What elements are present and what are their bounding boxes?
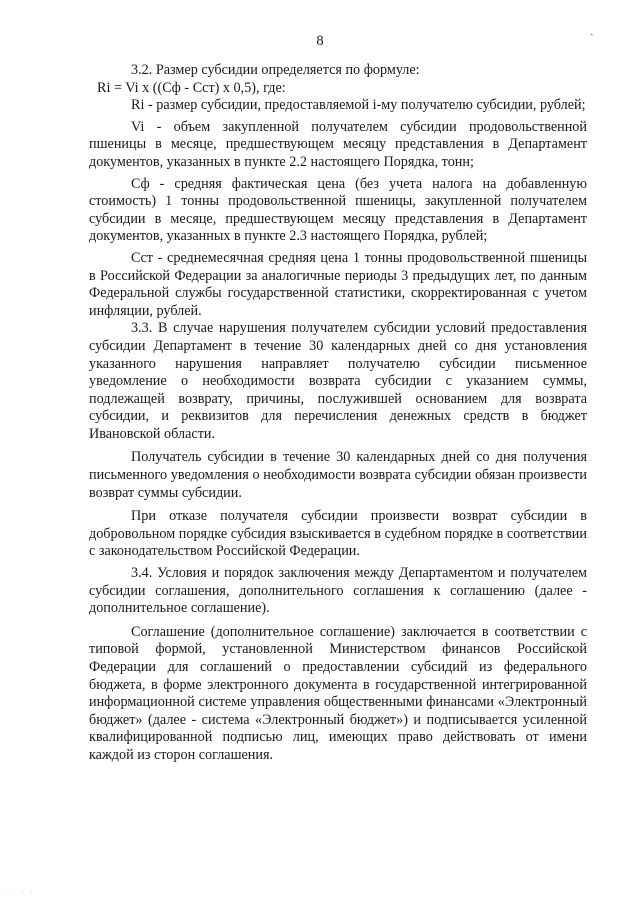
scan-mark: . . . .: [4, 889, 36, 895]
paragraph-3-4: 3.4. Условия и порядок заключения между Департаментом и получателем субсидии соглашения, дополнительного соглашения к соглашению (далее - дополнительное соглашение).: [89, 565, 587, 617]
paragraph-3-2: 3.2. Размер субсидии определяется по формуле:: [131, 62, 420, 78]
paragraph-recipient-refund: Получатель субсидии в течение 30 календарных дней со дня получения письменного уведомления о необходимости возврата субсидии обязан произвести возврат суммы субсидии.: [89, 449, 587, 501]
definition-cf: Cф - средняя фактическая цена (без учета налога на добавленную стоимость) 1 тонны продовольственной пшеницы, закупленной получателем субсидии в месяце, предшествующем месяцу представления в Департамент документов, указанных в пункте 2.3 настоящего Порядка, рублей;: [89, 175, 587, 245]
definition-vi: Vi - объем закупленной получателем субсидии продовольственной пшеницы в месяце, предшествующем месяцу представления в Департамент документов, указанных в пункте 2.2 настоящего Порядка, тонн;: [89, 118, 587, 170]
document-body: [89, 62, 587, 765]
paragraph-3-3: 3.3. В случае нарушения получателем субсидии условий предоставления субсидии Департамент в течение 30 календарных дней со дня установления указанного нарушения направляет получателю субсидии письменное уведомление о необходимости возврата субсидии с указанием суммы, подлежащей возврату, причины, послужившей основанием для возврата субсидии, и реквизитов для перечисления денежных средств в бюджет Ивановской области.: [89, 320, 587, 442]
formula: Ri = Vi x ((Cф - Cст) x 0,5), где:: [97, 79, 286, 96]
corner-mark: ˎ: [590, 24, 594, 36]
paragraph-agreement: Соглашение (дополнительное соглашение) заключается в соответствии с типовой формой, установленной Министерством финансов Российской Федерации для соглашений о предоставлении субсидий из федерального бюджета, в форме электронного документа в государственной интегрированной информационной системе управления общественными финансами «Электронный бюджет» (далее - система «Электронный бюджет») и подписывается усиленной квалифицированной подписью лиц, имеющих право действовать от имени каждой из сторон соглашения.: [89, 623, 587, 763]
definition-cst: Cст - среднемесячная средняя цена 1 тонны продовольственной пшеницы в Российской Федерации за аналогичные периоды 3 предыдущих лет, по данным Федеральной службы государственной статистики, скорректированная с учетом инфляции, рублей.: [89, 249, 587, 319]
page-number: 8: [316, 33, 324, 49]
paragraph-refusal: При отказе получателя субсидии произвести возврат субсидии в добровольном порядке субсидия взыскивается в судебном порядке в соответствии с законодательством Российской Федерации.: [89, 508, 587, 560]
definition-ri: Ri - размер субсидии, предоставляемой i-му получателю субсидии, рублей;: [131, 97, 586, 114]
